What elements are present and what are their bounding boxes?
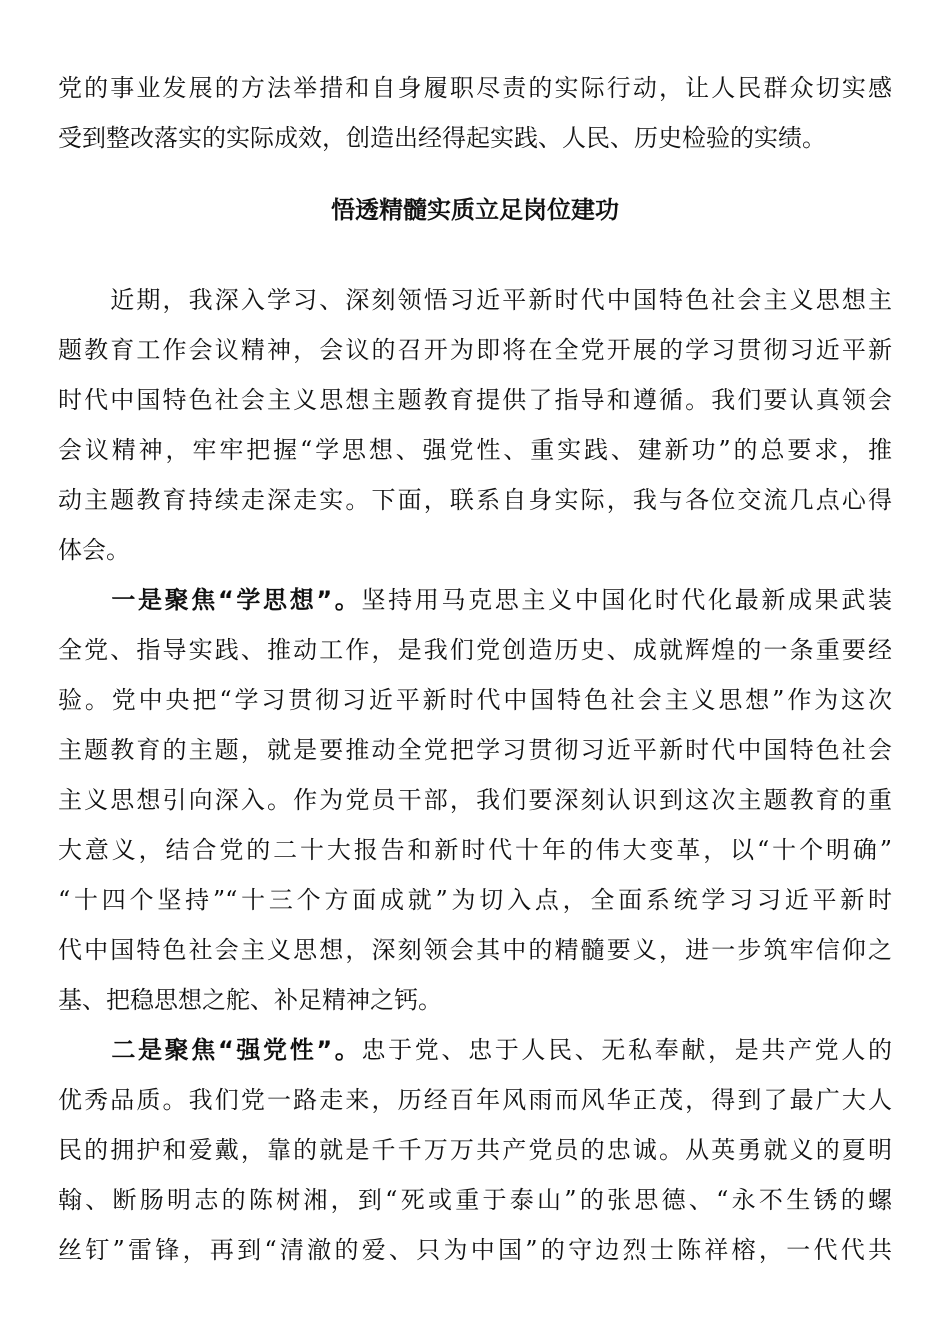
para2-heading: 一是聚焦“学思想”。 [58, 586, 362, 614]
para1-line-3: 时代中国特色社会主义思想主题教育提供了指导和遵循。我们要认真领会 [58, 386, 892, 414]
para1-line-5: 动主题教育持续走深走实。下面，联系自身实际，我与各位交流几点心得 [58, 486, 892, 514]
para2-line-1 [58, 580, 892, 620]
para3-heading: 二是聚焦“强党性”。 [58, 1036, 362, 1064]
para1-line-1: 近期，我深入学习、深刻领悟习近平新时代中国特色社会主义思想主 [58, 286, 892, 314]
para3-line-3: 民的拥护和爱戴，靠的就是千千万万共产党员的忠诚。从英勇就义的夏明 [58, 1136, 892, 1164]
para3-line-5: 丝钉”雷锋，再到“清澈的爱、只为中国”的守边烈士陈祥榕，一代代共 [58, 1236, 892, 1264]
article-title: 悟透精髓实质立足岗位建功 [331, 196, 619, 224]
para3-line-4: 翰、断肠明志的陈树湘，到“死或重于泰山”的张思德、“永不生锈的螺 [58, 1186, 892, 1214]
para2-line-1-text: 坚持用马克思主义中国化时代化最新成果武装 [361, 586, 893, 614]
intro-line-2: 受到整改落实的实际成效，创造出经得起实践、人民、历史检验的实绩。 [58, 124, 826, 152]
para1-line-2: 题教育工作会议精神，会议的召开为即将在全党开展的学习贯彻习近平新 [58, 336, 892, 364]
para1-line-4: 会议精神，牢牢把握“学思想、强党性、重实践、建新功”的总要求，推 [58, 436, 892, 464]
intro-line-1: 党的事业发展的方法举措和自身履职尽责的实际行动，让人民群众切实感 [58, 74, 892, 102]
para2-line-9: 基、把稳思想之舵、补足精神之钙。 [58, 986, 442, 1014]
para3-line-1 [58, 1030, 892, 1070]
para2-line-7: “十四个坚持”“十三个方面成就”为切入点，全面系统学习习近平新时 [58, 886, 892, 914]
para3-line-1-text: 忠于党、忠于人民、无私奉献，是共产党人的 [361, 1036, 893, 1064]
para3-line-2: 优秀品质。我们党一路走来，历经百年风雨而风华正茂，得到了最广大人 [58, 1086, 892, 1114]
para2-line-2: 全党、指导实践、推动工作，是我们党创造历史、成就辉煌的一条重要经 [58, 636, 892, 664]
para1-line-6: 体会。 [58, 536, 130, 564]
para2-line-4: 主题教育的主题，就是要推动全党把学习贯彻习近平新时代中国特色社会 [58, 736, 892, 764]
para2-line-6: 大意义，结合党的二十大报告和新时代十年的伟大变革，以“十个明确” [58, 836, 892, 864]
para2-line-5: 主义思想引向深入。作为党员干部，我们要深刻认识到这次主题教育的重 [58, 786, 892, 814]
para2-line-3: 验。党中央把“学习贯彻习近平新时代中国特色社会主义思想”作为这次 [58, 686, 892, 714]
para2-line-8: 代中国特色社会主义思想，深刻领会其中的精髓要义，进一步筑牢信仰之 [58, 936, 892, 964]
